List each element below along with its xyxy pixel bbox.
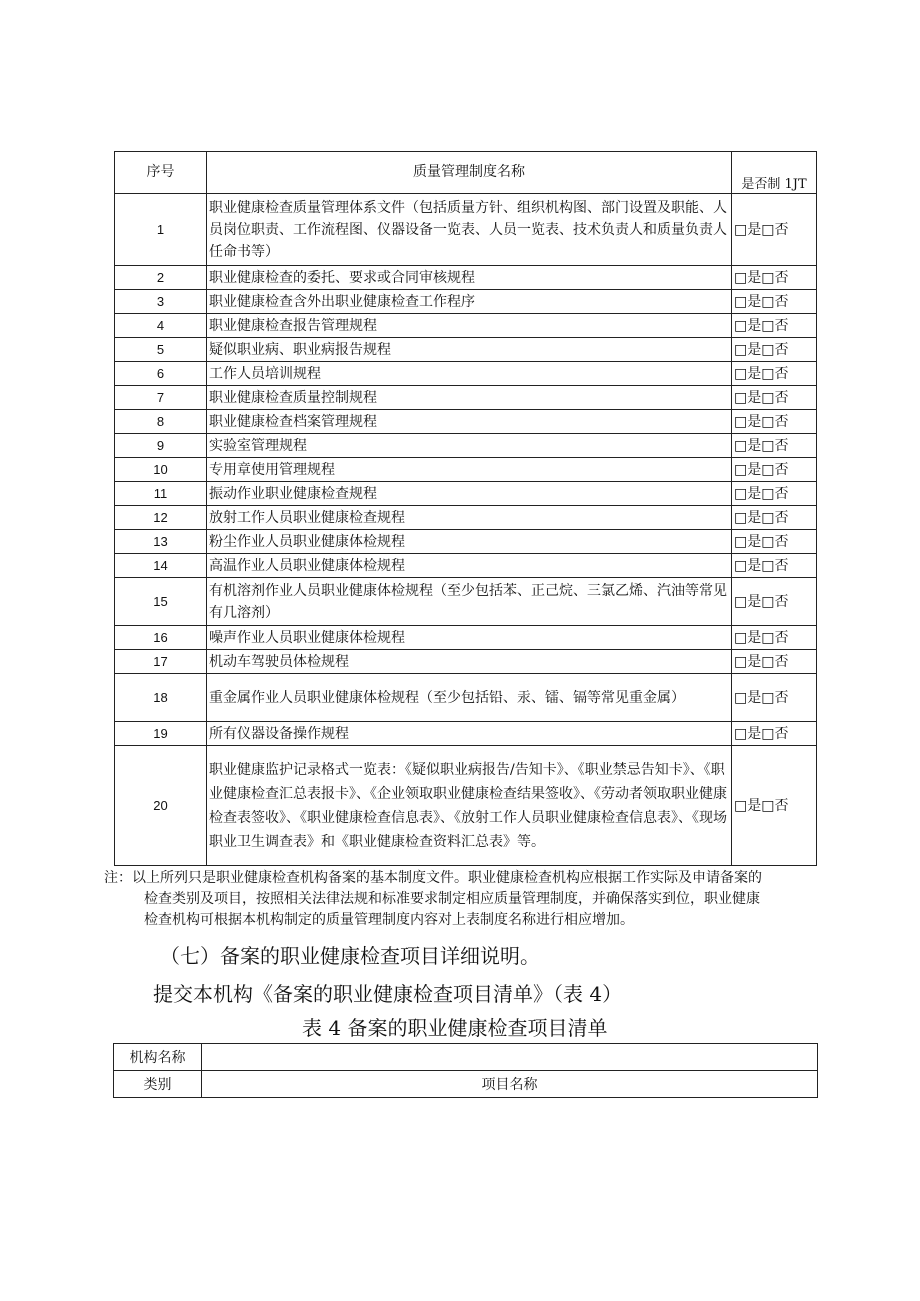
row-yes-no-checkbox[interactable]: □是□否 bbox=[732, 746, 817, 866]
row-regulation-name: 实验室管理规程 bbox=[207, 434, 732, 458]
row-yes-no-checkbox[interactable]: □是□否 bbox=[732, 434, 817, 458]
row-yes-no-checkbox[interactable]: □是□否 bbox=[732, 266, 817, 290]
row-regulation-name: 疑似职业病、职业病报告规程 bbox=[207, 338, 732, 362]
row-number: 8 bbox=[115, 410, 207, 434]
row-number: 18 bbox=[115, 674, 207, 722]
row-regulation-name: 噪声作业人员职业健康体检规程 bbox=[207, 626, 732, 650]
row-number: 12 bbox=[115, 506, 207, 530]
item-name-label: 项目名称 bbox=[202, 1071, 818, 1098]
table-row bbox=[115, 722, 817, 746]
row-number: 1 bbox=[115, 194, 207, 266]
row-yes-no-checkbox[interactable]: □是□否 bbox=[732, 290, 817, 314]
row-yes-no-checkbox[interactable]: □是□否 bbox=[732, 626, 817, 650]
header-seq: 序号 bbox=[115, 152, 207, 194]
row-regulation-name: 职业健康监护记录格式一览表：《疑似职业病报告/告知卡》、《职业禁忌告知卡》、《职业健康检查汇总表报卡》、《企业领取职业健康检查结果签收》、《劳动者领取职业健康检查表签收》、《职业健康检查信息表》、《放射工作人员职业健康检查信息表》、《现场职业卫生调查表》和《职业健康检查资料汇总表》等。 bbox=[207, 746, 732, 866]
row-yes-no-checkbox[interactable]: □是□否 bbox=[732, 338, 817, 362]
table-row bbox=[115, 338, 817, 362]
table-row bbox=[115, 266, 817, 290]
row-number: 6 bbox=[115, 362, 207, 386]
row-regulation-name: 职业健康检查含外出职业健康检查工作程序 bbox=[207, 290, 732, 314]
row-yes-no-checkbox[interactable]: □是□否 bbox=[732, 506, 817, 530]
row-number: 20 bbox=[115, 746, 207, 866]
row-regulation-name: 专用章使用管理规程 bbox=[207, 458, 732, 482]
quality-system-table bbox=[114, 151, 817, 866]
row-number: 10 bbox=[115, 458, 207, 482]
row-number: 19 bbox=[115, 722, 207, 746]
row-yes-no-checkbox[interactable]: □是□否 bbox=[732, 194, 817, 266]
row-regulation-name: 粉尘作业人员职业健康体检规程 bbox=[207, 530, 732, 554]
row-regulation-name: 高温作业人员职业健康体检规程 bbox=[207, 554, 732, 578]
row-yes-no-checkbox[interactable]: □是□否 bbox=[732, 578, 817, 626]
table-row bbox=[115, 362, 817, 386]
section-subheading: 提交本机构《备案的职业健康检查项目清单》（表 4） bbox=[153, 982, 623, 1006]
row-number: 4 bbox=[115, 314, 207, 338]
row-yes-no-checkbox[interactable]: □是□否 bbox=[732, 650, 817, 674]
table-row bbox=[115, 746, 817, 866]
row-yes-no-checkbox[interactable]: □是□否 bbox=[732, 458, 817, 482]
note-line-3: 检查机构可根据本机构制定的质量管理制度内容对上表制度名称进行相应增加。 bbox=[144, 912, 634, 928]
note-line-2: 检查类别及项目，按照相关法律法规和标准要求制定相应质量管理制度，并确保落实到位，职业健康 bbox=[144, 891, 760, 907]
table-row bbox=[115, 458, 817, 482]
row-regulation-name: 工作人员培训规程 bbox=[207, 362, 732, 386]
row-number: 14 bbox=[115, 554, 207, 578]
row-yes-no-checkbox[interactable]: □是□否 bbox=[732, 362, 817, 386]
row-number: 2 bbox=[115, 266, 207, 290]
row-yes-no-checkbox[interactable]: □是□否 bbox=[732, 530, 817, 554]
header-status: 是否制 1JT bbox=[732, 152, 817, 194]
row-regulation-name: 重金属作业人员职业健康体检规程（至少包括铅、汞、镭、镉等常见重金属） bbox=[207, 674, 732, 722]
note-line-1: 以上所列只是职业健康检查机构备案的基本制度文件。职业健康检查机构应根据工作实际及申请备案的 bbox=[132, 870, 762, 886]
table-row bbox=[115, 194, 817, 266]
row-yes-no-checkbox[interactable]: □是□否 bbox=[732, 674, 817, 722]
row-regulation-name: 放射工作人员职业健康检查规程 bbox=[207, 506, 732, 530]
row-number: 11 bbox=[115, 482, 207, 506]
row-number: 5 bbox=[115, 338, 207, 362]
table-row bbox=[115, 410, 817, 434]
table-row bbox=[115, 578, 817, 626]
row-regulation-name: 所有仪器设备操作规程 bbox=[207, 722, 732, 746]
row-number: 7 bbox=[115, 386, 207, 410]
table-row bbox=[115, 290, 817, 314]
project-list-table bbox=[113, 1043, 818, 1098]
table-row bbox=[115, 626, 817, 650]
row-regulation-name: 职业健康检查报告管理规程 bbox=[207, 314, 732, 338]
row-yes-no-checkbox[interactable]: □是□否 bbox=[732, 314, 817, 338]
row-yes-no-checkbox[interactable]: □是□否 bbox=[732, 554, 817, 578]
table-row bbox=[115, 506, 817, 530]
row-number: 13 bbox=[115, 530, 207, 554]
row-yes-no-checkbox[interactable]: □是□否 bbox=[732, 386, 817, 410]
table-row bbox=[115, 554, 817, 578]
row-yes-no-checkbox[interactable]: □是□否 bbox=[732, 722, 817, 746]
table-row bbox=[115, 314, 817, 338]
row-number: 3 bbox=[115, 290, 207, 314]
row-yes-no-checkbox[interactable]: □是□否 bbox=[732, 410, 817, 434]
row-regulation-name: 职业健康检查档案管理规程 bbox=[207, 410, 732, 434]
section-heading: （七）备案的职业健康检查项目详细说明。 bbox=[160, 944, 540, 968]
table4-title: 表 4 备案的职业健康检查项目清单 bbox=[302, 1016, 608, 1040]
row-regulation-name: 职业健康检查质量控制规程 bbox=[207, 386, 732, 410]
category-label: 类别 bbox=[114, 1071, 202, 1098]
row-number: 17 bbox=[115, 650, 207, 674]
row-number: 15 bbox=[115, 578, 207, 626]
row-regulation-name: 职业健康检查质量管理体系文件（包括质量方针、组织机构图、部门设置及职能、人员岗位职责、工作流程图、仪器设备一览表、人员一览表、技术负责人和质量负责人任命书等） bbox=[207, 194, 732, 266]
table-row bbox=[115, 530, 817, 554]
table-row bbox=[115, 650, 817, 674]
table-row bbox=[115, 674, 817, 722]
org-name-label: 机构名称 bbox=[114, 1044, 202, 1071]
header-name: 质量管理制度名称 bbox=[207, 152, 732, 194]
row-regulation-name: 机动车驾驶员体检规程 bbox=[207, 650, 732, 674]
note bbox=[104, 868, 844, 931]
table-row bbox=[115, 386, 817, 410]
table-row bbox=[115, 482, 817, 506]
row-regulation-name: 职业健康检查的委托、要求或合同审核规程 bbox=[207, 266, 732, 290]
note-prefix: 注： bbox=[104, 870, 132, 886]
row-number: 16 bbox=[115, 626, 207, 650]
org-name-value[interactable] bbox=[202, 1044, 818, 1071]
row-regulation-name: 有机溶剂作业人员职业健康体检规程（至少包括苯、正己烷、三氯乙烯、汽油等常见有几溶剂） bbox=[207, 578, 732, 626]
row-yes-no-checkbox[interactable]: □是□否 bbox=[732, 482, 817, 506]
table-row bbox=[115, 434, 817, 458]
row-number: 9 bbox=[115, 434, 207, 458]
row-regulation-name: 振动作业职业健康检查规程 bbox=[207, 482, 732, 506]
